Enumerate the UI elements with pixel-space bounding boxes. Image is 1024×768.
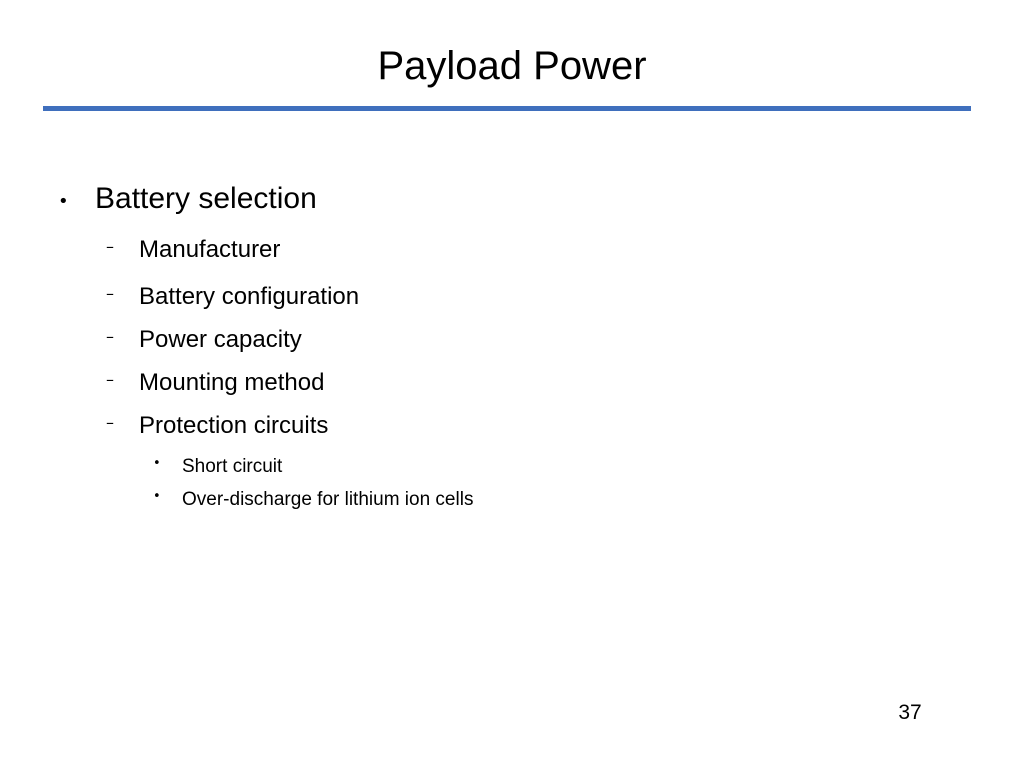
dash-icon: – (106, 237, 114, 256)
subbullet-text: Power capacity (139, 326, 302, 353)
slide-title: Payload Power (377, 44, 647, 88)
dash-icon: – (106, 327, 114, 346)
subsubbullet-text: Over-discharge for lithium ion cells (182, 489, 474, 510)
subsubbullet-text: Short circuit (182, 456, 283, 477)
page-number: 37 (898, 701, 922, 724)
dash-icon: – (106, 413, 114, 432)
dash-icon: – (106, 370, 114, 389)
bullet-dot-icon: • (153, 456, 161, 471)
subbullet-text: Protection circuits (139, 412, 329, 439)
subbullet-text: Manufacturer (139, 236, 281, 263)
bullet-text: Battery selection (95, 182, 317, 215)
dash-icon: – (106, 284, 114, 303)
subbullet-text: Mounting method (139, 369, 325, 396)
subbullet-text: Battery configuration (139, 283, 360, 310)
bullet-dot-icon: • (153, 489, 161, 504)
bullet-dot-icon: • (58, 191, 69, 212)
